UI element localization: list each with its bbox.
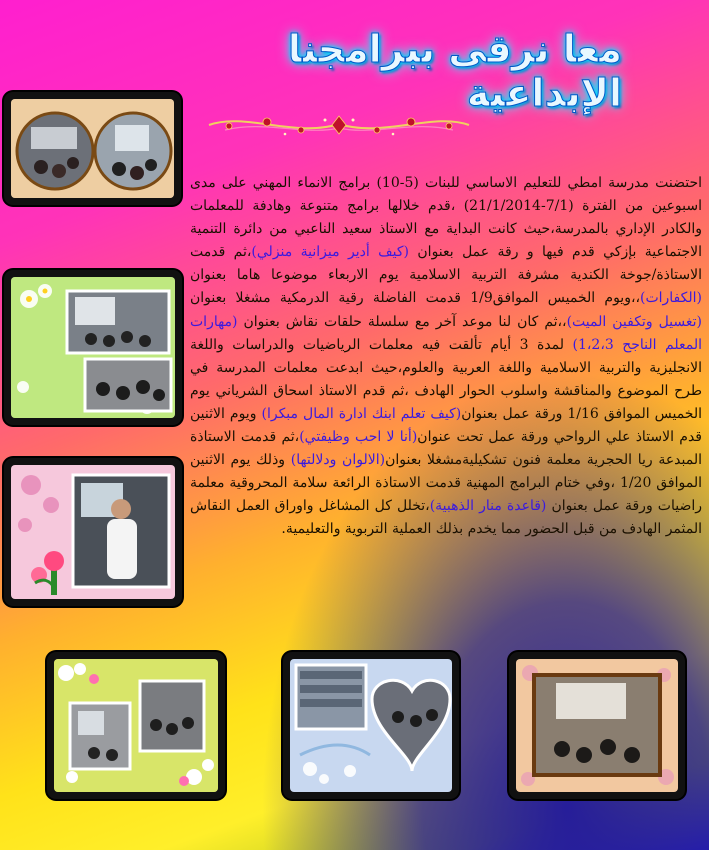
highlighted-title: (كيف أدير ميزانية منزلي) <box>251 244 409 261</box>
body-text: ،،ويوم الخميس الموافق1/9 قدمت الفاضلة رقية الدرمكية مشغلا بعنوان <box>190 290 640 307</box>
body-text: ،ثم قدمت الاستاذة/جوخة الكندية مشرفة التربية الاسلامية يوم الاربعاء موضوعا هاما بعنوان <box>190 244 702 284</box>
photo-library-heart <box>283 652 459 799</box>
body-text: وذلك يوم الاثنين الموافق 1/20 ،وفي ختام البرامج المهنية قدمت الاستاذة الرائعة سلامة المحروقية معلمة راضيات ورقة عمل بعنوان <box>190 452 703 515</box>
photo-workshop-flowers <box>4 270 182 425</box>
highlighted-title: (أنا لا احب وظيفتي) <box>299 429 418 446</box>
highlighted-title: (الكفارات) <box>640 290 702 307</box>
highlighted-title: (الالوان ودلالتها) <box>290 452 386 469</box>
page-title: معا نرقى ببرامجنا الإبداعية <box>287 27 622 115</box>
highlighted-title: (كيف تعلم ابنك ادارة المال مبكرا) <box>261 405 462 422</box>
body-text: ويوم الاثنين قدم الاستاذ علي الرواحي ورقة عمل تحت عنوان <box>190 405 702 446</box>
article-body <box>190 172 702 542</box>
body-text: لمدة 3 أيام تألقت فيه معلمات الرياضيات والدراسات واللغة الانجليزية والتربية الاسلامية واللغة العربية والعلوم،حيث ابدعت معلمات المدرسة في طرح الموضوع والمناقشة واسلوب الحوار الهادف ،ثم قدم الاستاذ اسحاق الشرياني يوم الخميس الموافق 1/16 ورقة عمل بعنوان <box>190 336 702 422</box>
ornament-divider <box>205 108 473 142</box>
photo-classroom-frame <box>509 652 685 799</box>
body-text: احتضنت مدرسة امطي للتعليم الاساسي للبنات (5-10) برامج الانماء المهني على مدى اسبوعين من الفترة (7/1-21/1/2014) ،قدم خلالها برامج متنوعة وهادفة للمعلمات والكادر الإداري بالمدرسة،حيث كانت البداية مع الاستاذ سعيد الناعبي من دائرة التنمية الاجتماعية بإزكي قدم فيها و رقة عمل بعنوان <box>190 175 703 261</box>
highlighted-title: (قاعدة منار الذهبية) <box>429 498 547 515</box>
photo-presenter-roses <box>4 458 182 606</box>
highlighted-title: (مهارات المعلم الناجح 1،2،3) <box>190 313 702 353</box>
body-text: ،ثم قدمت الاستاذة المبدعة ريا الحجرية معلمة فنون تشكيليةمشغلا بعنوان <box>190 429 702 469</box>
photo-workshop-circles <box>4 92 181 205</box>
body-text: ،،ثم كان لنا موعد آخر مع سلسلة حلقات نقاش بعنوان <box>237 313 567 330</box>
highlighted-title: (تغسيل وتكفين الميت) <box>566 313 702 330</box>
body-text: ،تخلل كل المشاغل واوراق العمل النقاش المثمر الهادف من قبل الحضور مما يخدم بذلك العملية التربوية والتعليمية. <box>190 498 702 538</box>
photo-collage-flowers <box>47 652 225 799</box>
